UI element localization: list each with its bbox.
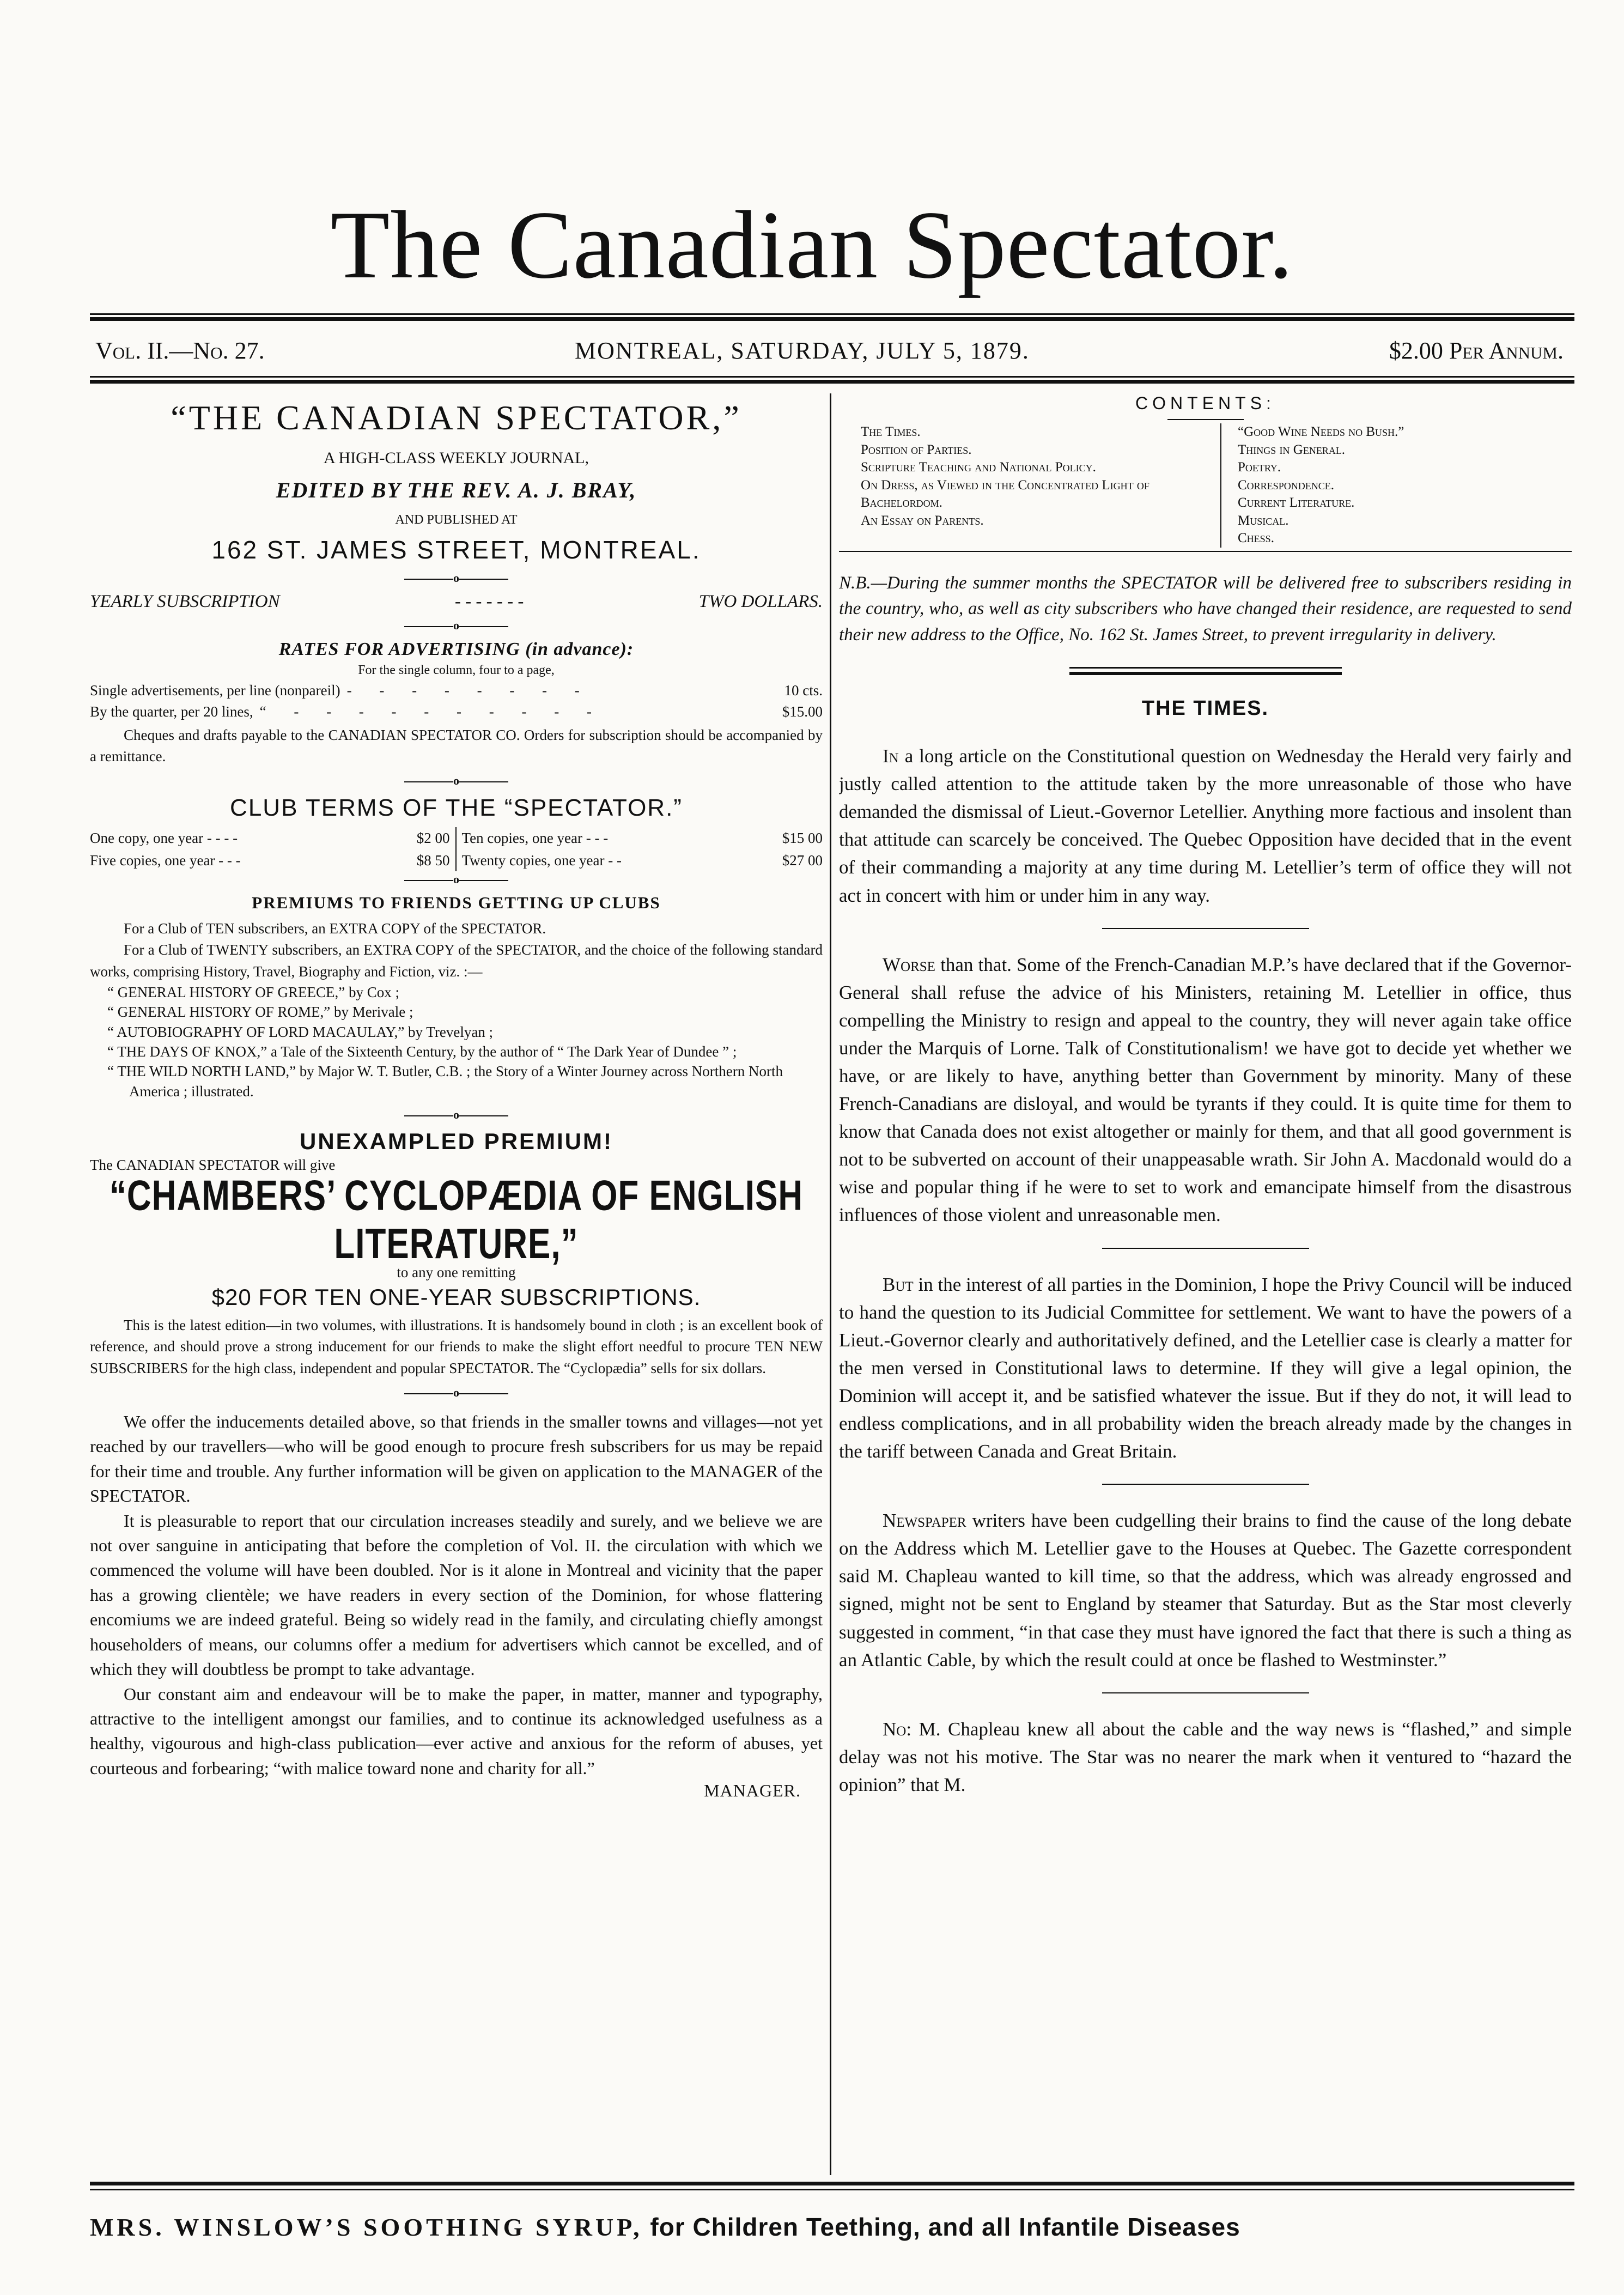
contents-item: Poetry. [1238, 460, 1281, 475]
subscription-value: TWO DOLLARS. [698, 592, 823, 611]
contents-item: An Essay on Parents. [861, 513, 984, 528]
dateline [95, 337, 1574, 369]
ad-title: “THE CANADIAN SPECTATOR,” [171, 398, 742, 437]
subscription-label: YEARLY SUBSCRIPTION [90, 592, 280, 611]
club-terms-table [90, 827, 823, 871]
volume-number: Vol. II.—No. 27. [95, 337, 265, 364]
unexampled-premium: UNEXAMPLED PREMIUM! [299, 1128, 613, 1155]
separator: o [90, 775, 823, 787]
will-give: The CANADIAN SPECTATOR will give [90, 1157, 336, 1174]
latest-edition-note: This is the latest edition—in two volumes, with illustrations. It is handsomely bound in cloth ; is an excellent book of reference, and should prove a strong inducement for our friends to make the slight effort needful to procure TEN NEW SUBSCRIBERS for the high class, independent and popular SPECTATOR. The “Cyclopædia” sells for six dollars. [90, 1317, 823, 1376]
contents-item: Things in General. [1238, 442, 1346, 457]
contents-title: CONTENTS: [1135, 393, 1275, 413]
subscription-dashes: - - - - - - - [454, 592, 524, 611]
paragraph-rule [1102, 1248, 1309, 1249]
rate-label: Single advertisements, per line (nonpareil) [90, 682, 340, 699]
list-item: “ THE DAYS OF KNOX,” a Tale of the Sixteenth Century, by the author of “ The Dark Year of Dundee ” ; [107, 1043, 737, 1060]
masthead-title: The Canadian Spectator. [330, 191, 1294, 299]
contents-right [1221, 423, 1404, 548]
separator: o [90, 1109, 823, 1121]
times-title: THE TIMES. [1141, 697, 1269, 720]
paragraph-rule [1102, 1692, 1309, 1693]
list-item: “ GENERAL HISTORY OF ROME,” by Merivale ; [107, 1004, 413, 1021]
rates-title: RATES FOR ADVERTISING (in advance): [278, 639, 634, 659]
contents-item: Musical. [1238, 513, 1289, 528]
annual-price: $2.00 Per Annum. [1389, 337, 1564, 364]
manager-signature: MANAGER. [704, 1781, 801, 1801]
ad-published: AND PUBLISHED AT [395, 513, 518, 527]
separator: o [90, 620, 823, 632]
ad-subtitle: A HIGH-CLASS WEEKLY JOURNAL, [324, 449, 589, 467]
contents-item: The Times. [861, 424, 921, 439]
contents-box [839, 393, 1572, 552]
contents-item: On Dress, as Viewed in the Concentrated Light of Bachelordom. [861, 477, 1149, 510]
list-item: “ THE WILD NORTH LAND,” by Major W. T. Butler, C.B. ; the Story of a Winter Journey across Northern North America ; illustrated. [107, 1063, 783, 1100]
manager-paragraph: Our constant aim and endeavour will be to make the paper, in matter, manner and typography, attractive to the intelligent amongst our families, and to continue its acknowledged usefulness as a healthy, vigourous and high-class publication—ever active and anxious for the reform of abuses, yet courteous and forbearing; “with malice toward none and charity for all.” [90, 1684, 823, 1778]
contents-item: Current Literature. [1238, 495, 1355, 510]
list-item: “ GENERAL HISTORY OF GREECE,” by Cox ; [107, 983, 399, 1000]
nb-notice: N.B.—During the summer months the SPECTATOR will be delivered free to subscribers residing in the country, who, as well as city subscribers who have changed their residence, are requested to send their new address to the Office, No. 162 St. James Street, to prevent irregularity in delivery. [839, 573, 1572, 645]
times-paragraph: Newspaper writers have been cudgelling their brains to find the cause of the long debate on the Address which M. Letellier gave to the Houses at Quebec. The Gazette correspondent said M. Chapleau wanted to kill time, so that the address, which was already engrossed and signed, might not be sent to England by steamer that Saturday. But as the Star most cleverly suggested in comment, “in that case they must have ignored the fact that there is such a thing as an Atlantic Cable, by which the result could at once be flashed to Westminster.” [839, 1510, 1572, 1671]
contents-item: Scripture Teaching and National Policy. [861, 460, 1096, 475]
premiums-title: PREMIUMS TO FRIENDS GETTING UP CLUBS [252, 893, 661, 913]
separator: o [90, 873, 823, 885]
times-paragraph: Worse than that. Some of the French-Canadian M.P.’s have declared that if the Governor-General shall refuse the advice of his Ministers, retaining M. Letellier in office, thus compelling the Ministry to resign and appeal to the country, they will never again take office under the Marquis of Lorne. Talk of Constitutionalism! we have got to decide yet whether we have, or are likely to have, anything better than Government by minority. Many of these French-Canadians are disloyal, and would be tyrants if they could. It is quite time for them to know that Canada does not exist altogether or mainly for them, and that all good government is not to be subverted on account of their unappeasable wrath. Sir John A. Macdonald would do a wise and popular thing if he were to set to work and emancipate himself from the disastrous influences of those violent and unreasonable men. [839, 954, 1572, 1226]
rate-value: $15.00 [782, 703, 823, 720]
footer-advert [90, 2212, 1574, 2242]
manager-paragraph: We offer the inducements detailed above, so that friends in the smaller towns and villages—not yet reached by our travellers—who will be good enough to procure fresh subscribers for us may be repaid for their time and trouble. Any further information will be given on application to the MANAGER of the SPECTATOR. [90, 1411, 823, 1506]
times-paragraph: But in the interest of all parties in the Dominion, I hope the Privy Council will be induced to hand the question to its Judicial Committee for settlement. We want to have the powers of a Lieut.-Governor clearly and authoritatively defined, and the Letellier case is clearly a matter for the men versed in Constitutional laws to determine. If they will give a legal opinion, the Dominion will accept it, and be satisfied whatever the issue. But if they do not, it will lead to endless complications, and in all probability widen the breach already made by the changes in the tariff between Canada and Great Britain. [839, 1273, 1572, 1462]
column-divider [830, 393, 831, 2175]
book-list [90, 982, 823, 1102]
dateline-rule [90, 376, 1574, 384]
place-date: MONTREAL, SATURDAY, JULY 5, 1879. [575, 337, 1030, 364]
rate-dots: “ - - - - - - - - - - [259, 703, 604, 720]
separator: o [90, 572, 823, 584]
cheques-note: Cheques and drafts payable to the CANADIAN SPECTATOR CO. Orders for subscription should be accompanied by a remittance. [90, 727, 823, 765]
section-rule [1069, 667, 1342, 675]
remitting: to any one remitting [397, 1264, 516, 1281]
paragraph-rule [1102, 1484, 1309, 1485]
subscription-row [90, 592, 823, 612]
club-row: Ten copies, one year - - - $15 00 [461, 830, 823, 847]
footer-brand: MRS. WINSLOW’S SOOTHING SYRUP, [90, 2213, 643, 2241]
club-terms-title: CLUB TERMS OF THE “SPECTATOR.” [230, 794, 683, 822]
times-paragraph: In a long article on the Constitutional question on Wednesday the Herald very fairly and justly called attention to the attitude taken by the more unreasonable of those who have demanded the dismissal of Lieut.-Governor Letellier. Anything more factious and insolent than that attitude can scarcely be conceived. The Quebec Opposition have decided that in the event of their commanding a majority at any time during M. Letellier’s term of office they will not act in concert with him or under him in any way. [839, 745, 1572, 906]
twenty-dollar-offer: $20 FOR TEN ONE-YEAR SUBSCRIPTIONS. [211, 1284, 701, 1310]
right-column [839, 393, 1572, 2175]
masthead-rule [90, 313, 1574, 321]
rate-label: By the quarter, per 20 lines, [90, 703, 253, 720]
rate-row [90, 682, 823, 699]
footer-rule [90, 2182, 1574, 2190]
separator: o [90, 1387, 823, 1399]
rate-dots: - - - - - - - - [346, 682, 592, 699]
ad-editor: EDITED BY THE REV. A. J. BRAY, [276, 478, 637, 502]
club-row: One copy, one year - - - - $2 00 [90, 830, 450, 847]
premium-ten: For a Club of TEN subscribers, an EXTRA COPY of the SPECTATOR. [124, 920, 546, 937]
chambers-title: “CHAMBERS’ CYCLOPÆDIA OF ENGLISH LITERATURE,” [109, 1172, 804, 1268]
rate-row [90, 703, 823, 720]
club-row: Five copies, one year - - - $8 50 [90, 852, 450, 869]
contents-item: Chess. [1238, 531, 1274, 545]
contents-item: “Good Wine Needs no Bush.” [1238, 424, 1404, 439]
rate-value: 10 cts. [784, 682, 823, 699]
contents-item: Correspondence. [1238, 477, 1334, 493]
list-item: “ AUTOBIOGRAPHY OF LORD MACAULAY,” by Trevelyan ; [107, 1023, 494, 1040]
contents-left [861, 423, 1221, 548]
rates-subtitle: For the single column, four to a page, [358, 663, 555, 677]
manager-paragraph: It is pleasurable to report that our circulation increases steadily and surely, and we believe we are not over sanguine in anticipating that before the completion of Vol. II. the circulation with which we commenced the volume will have been doubled. Nor is it alone in Montreal and vicinity that the paper has a growing clientèle; we have readers in every section of the Dominion, for whose flattering encomiums we are indeed grateful. Being so widely read in the family, and circulating chiefly amongst householders of means, our columns offer a medium for advertisers which cannot be excelled, and of which they will doubtless be prompt to take advantage. [90, 1510, 823, 1679]
premium-twenty: For a Club of TWENTY subscribers, an EXTRA COPY of the SPECTATOR, and the choice of the following standard works, comprising History, Travel, Biography and Fiction, viz. :— [90, 942, 823, 980]
left-column [90, 393, 823, 2175]
footer-text: for Children Teething, and all Infantile Diseases [642, 2213, 1240, 2241]
paragraph-rule [1102, 928, 1309, 929]
ad-address: 162 ST. JAMES STREET, MONTREAL. [211, 536, 701, 564]
club-row: Twenty copies, one year - - $27 00 [461, 852, 823, 869]
contents-item: Position of Parties. [861, 442, 972, 457]
times-paragraph: No: M. Chapleau knew all about the cable and the way news is “flashed,” and simple delay was not his motive. The Star was no nearer the mark when it ventured to “hazard the opinion” that M. [839, 1718, 1572, 1795]
